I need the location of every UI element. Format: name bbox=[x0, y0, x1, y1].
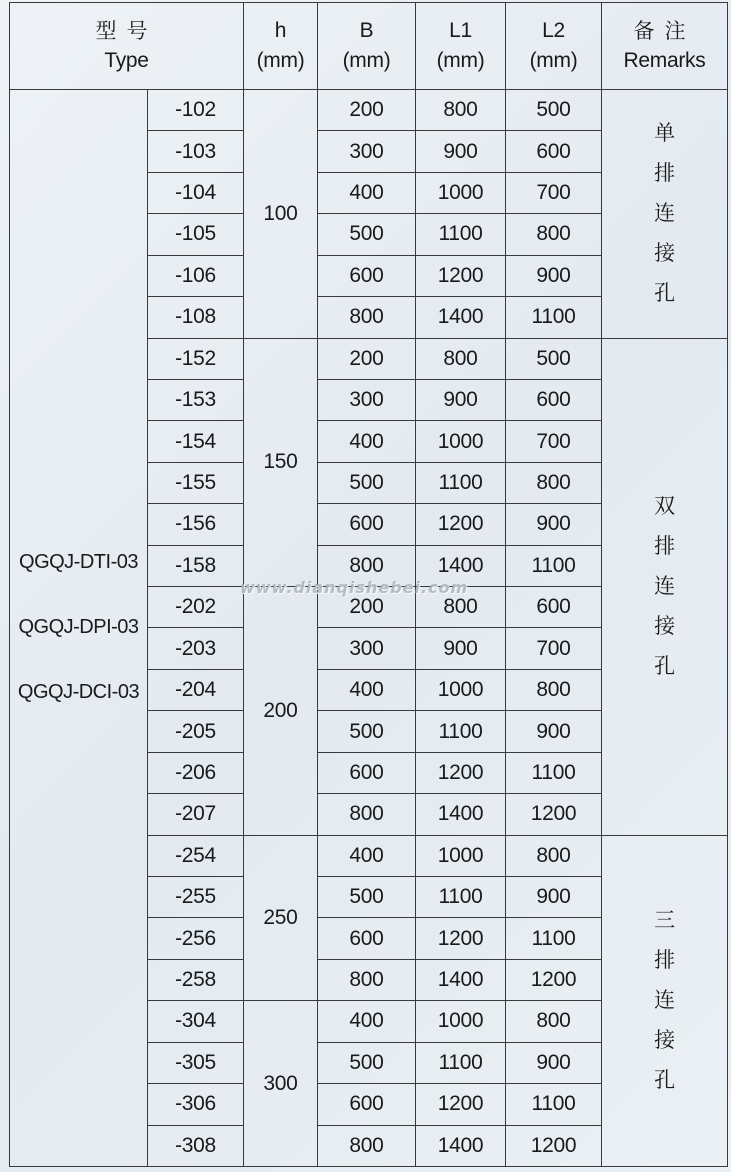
l1-value-cell: 1200 bbox=[416, 504, 506, 545]
b-value-cell: 600 bbox=[318, 918, 416, 959]
model-series-name: QGQJ-DCI-03 bbox=[17, 681, 140, 704]
b-value-cell: 600 bbox=[318, 504, 416, 545]
model-code-cell: -103 bbox=[148, 131, 244, 172]
model-code-cell: -204 bbox=[148, 669, 244, 710]
model-code-cell: -106 bbox=[148, 255, 244, 296]
remark-text: 双排连接孔 bbox=[654, 494, 675, 678]
header-row bbox=[10, 3, 728, 90]
l1-value-cell: 1200 bbox=[416, 752, 506, 793]
model-code-cell: -153 bbox=[148, 379, 244, 420]
l1-header-label: L1 bbox=[449, 19, 472, 42]
l2-header bbox=[506, 3, 602, 90]
model-code-cell: -158 bbox=[148, 545, 244, 586]
b-value-cell: 500 bbox=[318, 214, 416, 255]
h-value-cell: 100 bbox=[244, 90, 318, 339]
l1-value-cell: 900 bbox=[416, 131, 506, 172]
h-value-cell: 200 bbox=[244, 587, 318, 836]
h-value-cell: 300 bbox=[244, 1001, 318, 1167]
model-code-cell: -308 bbox=[148, 1125, 244, 1166]
l1-value-cell: 800 bbox=[416, 587, 506, 628]
l1-value-cell: 1200 bbox=[416, 255, 506, 296]
l2-value-cell: 1100 bbox=[506, 297, 602, 338]
l2-value-cell: 800 bbox=[506, 462, 602, 503]
spec-body bbox=[10, 90, 728, 1167]
l1-value-cell: 1100 bbox=[416, 462, 506, 503]
remark-text: 单排连接孔 bbox=[654, 121, 675, 305]
model-code-cell: -258 bbox=[148, 959, 244, 1000]
l2-value-cell: 1100 bbox=[506, 545, 602, 586]
h-header bbox=[244, 3, 318, 90]
l1-header-unit: (mm) bbox=[436, 49, 485, 72]
l2-value-cell: 900 bbox=[506, 711, 602, 752]
remark-cell bbox=[602, 90, 728, 339]
model-code-cell: -108 bbox=[148, 297, 244, 338]
remarks-header bbox=[602, 3, 728, 90]
h-header-label: h bbox=[274, 19, 287, 42]
type-header bbox=[10, 3, 244, 90]
remark-cell bbox=[602, 835, 728, 1166]
model-code-cell: -305 bbox=[148, 1042, 244, 1083]
model-code-cell: -105 bbox=[148, 214, 244, 255]
b-value-cell: 800 bbox=[318, 545, 416, 586]
l1-value-cell: 1000 bbox=[416, 835, 506, 876]
model-code-cell: -154 bbox=[148, 421, 244, 462]
l2-value-cell: 800 bbox=[506, 214, 602, 255]
b-value-cell: 500 bbox=[318, 462, 416, 503]
l2-value-cell: 1100 bbox=[506, 918, 602, 959]
l2-value-cell: 1100 bbox=[506, 1084, 602, 1125]
model-code-cell: -256 bbox=[148, 918, 244, 959]
l1-value-cell: 1100 bbox=[416, 877, 506, 918]
model-code-cell: -156 bbox=[148, 504, 244, 545]
remark-cell bbox=[602, 338, 728, 835]
b-header-label: B bbox=[359, 19, 374, 42]
model-code-cell: -306 bbox=[148, 1084, 244, 1125]
model-code-cell: -255 bbox=[148, 877, 244, 918]
b-value-cell: 400 bbox=[318, 421, 416, 462]
l1-value-cell: 1400 bbox=[416, 545, 506, 586]
model-code-cell: -205 bbox=[148, 711, 244, 752]
model-code-cell: -207 bbox=[148, 794, 244, 835]
type-header-zh: 型号 bbox=[95, 19, 158, 43]
model-series-list bbox=[10, 551, 147, 704]
b-value-cell: 800 bbox=[318, 794, 416, 835]
model-series-cell bbox=[10, 90, 148, 1167]
b-value-cell: 500 bbox=[318, 877, 416, 918]
l1-value-cell: 900 bbox=[416, 379, 506, 420]
l2-value-cell: 700 bbox=[506, 172, 602, 213]
l2-value-cell: 1100 bbox=[506, 752, 602, 793]
l2-value-cell: 700 bbox=[506, 628, 602, 669]
b-value-cell: 600 bbox=[318, 255, 416, 296]
remarks-header-zh: 备注 bbox=[633, 19, 696, 43]
model-code-cell: -202 bbox=[148, 587, 244, 628]
type-header-en: Type bbox=[104, 49, 149, 72]
l1-value-cell: 1100 bbox=[416, 214, 506, 255]
table-row bbox=[10, 90, 728, 131]
h-value-cell: 250 bbox=[244, 835, 318, 1001]
model-code-cell: -304 bbox=[148, 1001, 244, 1042]
model-code-cell: -206 bbox=[148, 752, 244, 793]
l1-value-cell: 1400 bbox=[416, 959, 506, 1000]
l1-value-cell: 800 bbox=[416, 90, 506, 131]
b-value-cell: 800 bbox=[318, 297, 416, 338]
b-value-cell: 400 bbox=[318, 1001, 416, 1042]
l2-value-cell: 900 bbox=[506, 504, 602, 545]
b-value-cell: 800 bbox=[318, 959, 416, 1000]
l1-value-cell: 1400 bbox=[416, 1125, 506, 1166]
model-code-cell: -104 bbox=[148, 172, 244, 213]
l1-value-cell: 1200 bbox=[416, 918, 506, 959]
l2-value-cell: 600 bbox=[506, 131, 602, 172]
b-value-cell: 300 bbox=[318, 131, 416, 172]
b-value-cell: 500 bbox=[318, 1042, 416, 1083]
l2-value-cell: 800 bbox=[506, 669, 602, 710]
model-code-cell: -254 bbox=[148, 835, 244, 876]
l2-header-label: L2 bbox=[542, 19, 565, 42]
l2-value-cell: 1200 bbox=[506, 1125, 602, 1166]
watermark: www.dianqishebei.com bbox=[240, 578, 469, 597]
remark-text: 三排连接孔 bbox=[654, 908, 675, 1092]
l2-value-cell: 1200 bbox=[506, 959, 602, 1000]
model-series-name: QGQJ-DTI-03 bbox=[19, 551, 138, 574]
model-code-cell: -152 bbox=[148, 338, 244, 379]
h-value-cell: 150 bbox=[244, 338, 318, 587]
l2-value-cell: 700 bbox=[506, 421, 602, 462]
l1-value-cell: 800 bbox=[416, 338, 506, 379]
l1-header bbox=[416, 3, 506, 90]
l1-value-cell: 1000 bbox=[416, 1001, 506, 1042]
l1-value-cell: 1100 bbox=[416, 1042, 506, 1083]
l1-value-cell: 1400 bbox=[416, 297, 506, 338]
l2-header-unit: (mm) bbox=[529, 49, 578, 72]
l1-value-cell: 1400 bbox=[416, 794, 506, 835]
l2-value-cell: 900 bbox=[506, 255, 602, 296]
l2-value-cell: 1200 bbox=[506, 794, 602, 835]
l2-value-cell: 600 bbox=[506, 379, 602, 420]
b-value-cell: 800 bbox=[318, 1125, 416, 1166]
l1-value-cell: 1000 bbox=[416, 421, 506, 462]
b-value-cell: 400 bbox=[318, 669, 416, 710]
l2-value-cell: 900 bbox=[506, 1042, 602, 1083]
l2-value-cell: 800 bbox=[506, 1001, 602, 1042]
b-value-cell: 600 bbox=[318, 1084, 416, 1125]
l2-value-cell: 900 bbox=[506, 877, 602, 918]
b-value-cell: 400 bbox=[318, 172, 416, 213]
b-value-cell: 200 bbox=[318, 90, 416, 131]
l1-value-cell: 1000 bbox=[416, 172, 506, 213]
remarks-header-en: Remarks bbox=[623, 49, 706, 72]
b-value-cell: 500 bbox=[318, 711, 416, 752]
b-value-cell: 300 bbox=[318, 628, 416, 669]
model-code-cell: -155 bbox=[148, 462, 244, 503]
h-header-unit: (mm) bbox=[256, 49, 305, 72]
b-value-cell: 300 bbox=[318, 379, 416, 420]
b-value-cell: 200 bbox=[318, 587, 416, 628]
l1-value-cell: 1100 bbox=[416, 711, 506, 752]
model-code-cell: -102 bbox=[148, 90, 244, 131]
l2-value-cell: 600 bbox=[506, 587, 602, 628]
b-header bbox=[318, 3, 416, 90]
l2-value-cell: 800 bbox=[506, 835, 602, 876]
model-code-cell: -203 bbox=[148, 628, 244, 669]
b-value-cell: 600 bbox=[318, 752, 416, 793]
b-value-cell: 400 bbox=[318, 835, 416, 876]
l2-value-cell: 500 bbox=[506, 90, 602, 131]
l1-value-cell: 1200 bbox=[416, 1084, 506, 1125]
l2-value-cell: 500 bbox=[506, 338, 602, 379]
b-header-unit: (mm) bbox=[342, 49, 391, 72]
model-series-name: QGQJ-DPI-03 bbox=[18, 616, 139, 639]
b-value-cell: 200 bbox=[318, 338, 416, 379]
l1-value-cell: 900 bbox=[416, 628, 506, 669]
l1-value-cell: 1000 bbox=[416, 669, 506, 710]
